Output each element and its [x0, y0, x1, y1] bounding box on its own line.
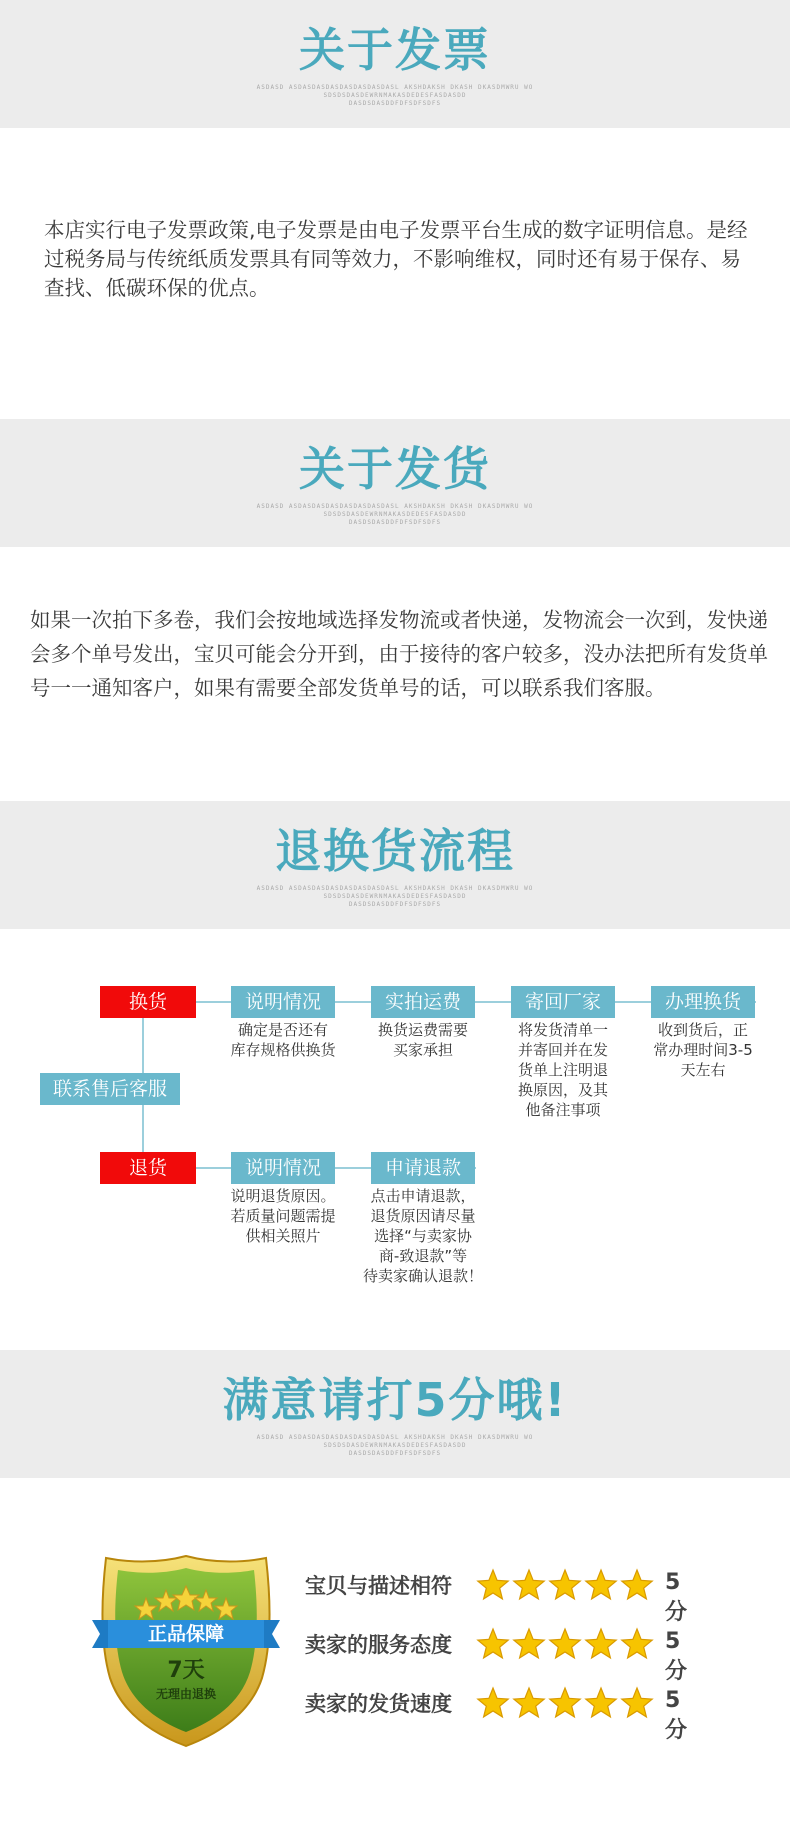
star-icon: [622, 1570, 652, 1599]
guarantee-badge: [86, 1550, 286, 1750]
star-icon: [514, 1688, 544, 1717]
shipping-subtext-1: ASDASD ASDASDASDASDASDASDASDASL AKSHDAKSH DKASH DKASDMWRU WO: [256, 503, 534, 510]
exchange-step-process: 办理换货: [651, 986, 755, 1018]
star-icon: [478, 1629, 508, 1658]
refund-note-explain: 说明退货原因。 若质量问题需提 供相关照片: [230, 1187, 336, 1245]
badge-note: 无理由退换: [155, 1687, 216, 1701]
exchange-step-shipping-fee: 实拍运费: [371, 986, 475, 1018]
exchange-label: 换货: [100, 986, 196, 1018]
star-icon: [586, 1629, 616, 1658]
invoice-body: 本店实行电子发票政策,电子发票是由电子发票平台生成的数字证明信息。是经过税务局与传统纸质发票具有同等效力，不影响维权，同时还有易于保存、易查找、低碳环保的优点。: [44, 218, 748, 300]
star-icon: [514, 1570, 544, 1599]
rating-header: [0, 1350, 790, 1478]
badge-days: 7天: [167, 1658, 205, 1683]
rating-score: 5分: [665, 1629, 688, 1684]
invoice-subtext-2: SDSDSDASDEWRNMAKASDEDESFASDASDD: [323, 92, 467, 99]
invoice-header: [0, 0, 790, 128]
star-rating: [475, 1625, 655, 1665]
exchange-note-shipping-fee: 换货运费需要 买家承担: [377, 1021, 468, 1059]
rating-label: 卖家的发货速度: [305, 1692, 452, 1716]
refund-step-apply: 申请退款: [371, 1152, 475, 1184]
rating-title: 满意请打5分哦!: [222, 1373, 568, 1427]
refund-note-apply: 点击申请退款， 退货原因请尽量 选择“与卖家协 商-致退款”等 待卖家确认退款！: [362, 1187, 483, 1285]
contact-service-box: 联系售后客服: [40, 1073, 180, 1105]
refund-label: 退货: [100, 1152, 196, 1184]
star-rating: [475, 1684, 655, 1724]
shield-icon: [86, 1550, 286, 1750]
rating-subtext-3: DASDSDASDDFDFSDFSDFS: [348, 1450, 442, 1457]
rating-label: 宝贝与描述相符: [305, 1574, 452, 1598]
rating-label: 卖家的服务态度: [305, 1633, 452, 1657]
rating-subtext-2: SDSDSDASDEWRNMAKASDEDESFASDASDD: [323, 1442, 467, 1449]
star-icon: [586, 1688, 616, 1717]
shipping-header: [0, 419, 790, 547]
returns-header: [0, 801, 790, 929]
refund-step-explain: 说明情况: [231, 1152, 335, 1184]
shipping-subtext-2: SDSDSDASDEWRNMAKASDEDESFASDASDD: [323, 511, 467, 518]
returns-title: 退换货流程: [275, 824, 515, 878]
star-icon: [514, 1629, 544, 1658]
star-rating: [475, 1566, 655, 1606]
returns-subtext-1: ASDASD ASDASDASDASDASDASDASDASL AKSHDAKSH DKASH DKASDMWRU WO: [256, 885, 534, 892]
star-icon: [586, 1570, 616, 1599]
rating-score: 5分: [665, 1688, 688, 1743]
star-icon: [550, 1629, 580, 1658]
exchange-note-return-factory: 将发货清单一 并寄回并在发 货单上注明退 换原因，及其 他备注事项: [517, 1021, 608, 1119]
returns-subtext-3: DASDSDASDDFDFSDFSDFS: [348, 901, 442, 908]
star-icon: [622, 1629, 652, 1658]
exchange-note-process: 收到货后，正 常办理时间3-5 天左右: [653, 1021, 753, 1079]
exchange-step-return-factory: 寄回厂家: [511, 986, 615, 1018]
returns-subtext-2: SDSDSDASDEWRNMAKASDEDESFASDASDD: [323, 893, 467, 900]
badge-banner: 正品保障: [147, 1623, 224, 1645]
star-icon: [478, 1570, 508, 1599]
shipping-title: 关于发货: [299, 442, 491, 496]
invoice-subtext-1: ASDASD ASDASDASDASDASDASDASDASL AKSHDAKSH DKASH DKASDMWRU WO: [256, 84, 534, 91]
rating-subtext-1: ASDASD ASDASDASDASDASDASDASDASL AKSHDAKSH DKASH DKASDMWRU WO: [256, 1434, 534, 1441]
invoice-subtext-3: DASDSDASDDFDFSDFSDFS: [348, 100, 442, 107]
star-icon: [550, 1570, 580, 1599]
invoice-title: 关于发票: [299, 23, 491, 77]
shipping-subtext-3: DASDSDASDDFDFSDFSDFS: [348, 519, 442, 526]
star-icon: [478, 1688, 508, 1717]
star-icon: [622, 1688, 652, 1717]
shipping-body: 如果一次拍下多卷，我们会按地域选择发物流或者快递，发物流会一次到，发快递会多个单号发出，宝贝可能会分开到，由于接待的客户较多，没办法把所有发货单号一一通知客户，如果有需要全部发货单号的话，可以联系我们客服。: [30, 608, 768, 700]
exchange-note-explain: 确定是否还有 库存规格供换货: [230, 1021, 336, 1059]
star-icon: [550, 1688, 580, 1717]
exchange-step-explain: 说明情况: [231, 986, 335, 1018]
rating-score: 5分: [665, 1570, 688, 1625]
